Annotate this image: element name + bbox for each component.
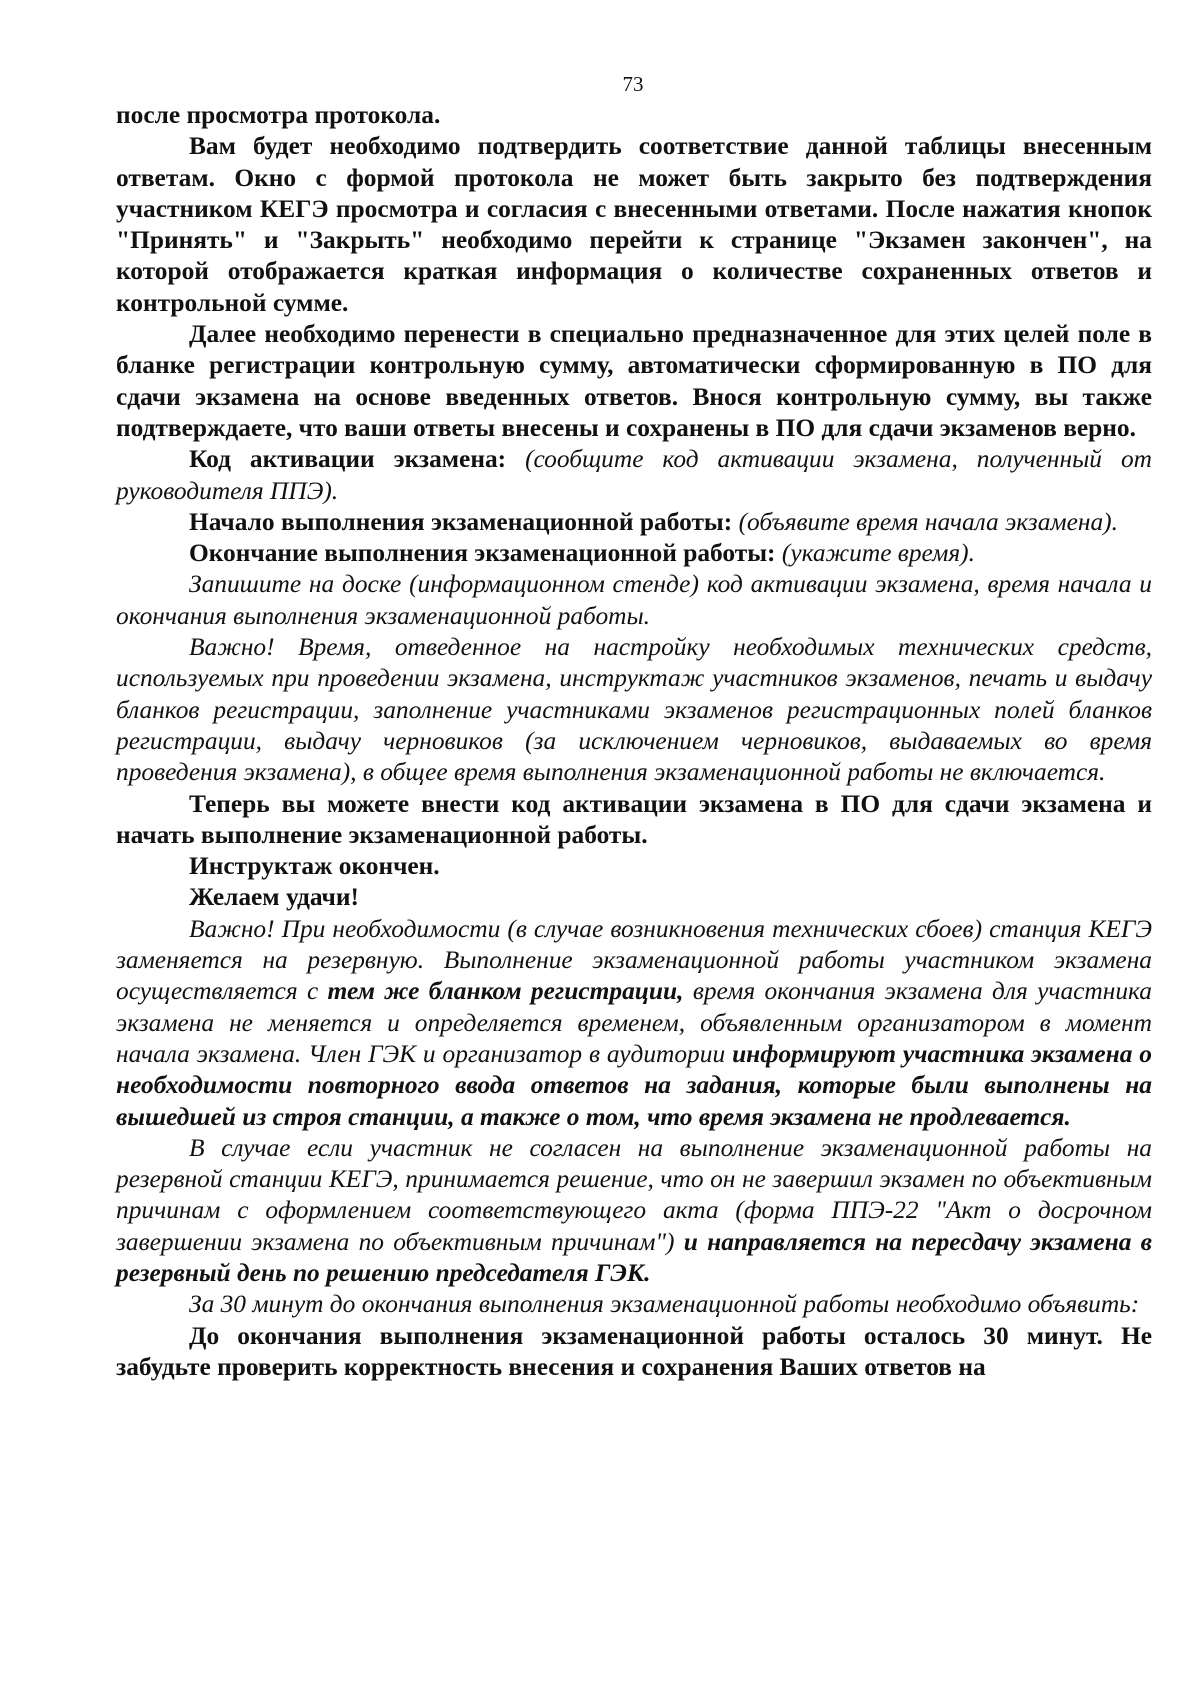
paragraph-exam-start — [116, 507, 1152, 538]
exam-end-note: (укажите время). — [781, 539, 975, 568]
reserve-text-3: время окончания экзамена для участника экзамена не меняется и определяется временем, объявленным организатором в момент начала экзамена. Член ГЭК и организатор в аудитории — [116, 977, 1152, 1068]
paragraph-disagree — [116, 1133, 1152, 1289]
page-number: 73 — [622, 72, 644, 96]
paragraph-important-time: Важно! Время, отведенное на настройку необходимых технических средств, используемых при проведении экзамена, инструктаж участников экзаменов, печать и выдачу бланков регистрации, заполнение участниками экзаменов регистрационных полей бланков регистрации, выдачу черновиков (за исключением черновиков, выдаваемых во время проведения экзамена), в общее время выполнения экзаменационной работы не включается. — [116, 633, 1152, 787]
paragraph-write-on-board: Запишите на доске (информационном стенде) код активации экзамена, время начала и окончания выполнения экзаменационной работы. — [116, 570, 1152, 630]
reserve-text-4: информируют участника экзамена о необходимости повторного ввода ответов на задания, которые были выполнены на вышедшей из строя станции, а также о том, что время экзамена не продлевается. — [116, 1039, 1153, 1131]
exam-end-label: Окончание выполнения экзаменационной работы: — [189, 539, 776, 568]
activation-code-note: (сообщите код активации экзамена, полученный от руководителя ППЭ). — [116, 445, 1152, 505]
paragraph-30-min-left: До окончания выполнения экзаменационной работы осталось 30 минут. Не забудьте проверить корректность внесения и сохранения Ваших ответов на — [116, 1321, 1152, 1381]
paragraph-30-min-announce: За 30 минут до окончания выполнения экзаменационной работы необходимо объявить: — [189, 1290, 1140, 1319]
disagree-text-1: В случае если участник не согласен на выполнение экзаменационной работы на резервной станции КЕГЭ, принимается решение, что он не завершил экзамен по объективным причинам с оформлением соответствующего акта (форма ППЭ-22 "Акт о досрочном завершении экзамена по объективным причинам") — [116, 1133, 1152, 1256]
paragraph-protocol-view: после просмотра протокола. — [116, 101, 441, 129]
paragraph-activation-code — [116, 444, 1152, 507]
exam-start-note: (объявите время начала экзамена). — [738, 507, 1118, 536]
reserve-text-1: Важно! При необходимости (в случае возникновения технических сбоев) станция КЕГЭ заменяется на резервную. Выполнение экзаменационной работы участником экзамена осуществляется с — [116, 914, 1152, 1006]
paragraph-confirm-table: Вам будет необходимо подтвердить соответствие данной таблицы внесенным ответам. Окно с формой протокола не может быть закрыто без подтверждения участником КЕГЭ просмотра и согласия с внесенными ответами. После нажатия кнопок "Принять" и "Закрыть" необходимо перейти к странице "Экзамен закончен", на которой отображается краткая информация о количестве сохраненных ответов и контрольной сумме. — [116, 132, 1152, 317]
reserve-text-2: тем же бланком регистрации, — [327, 977, 684, 1006]
paragraph-checksum: Далее необходимо перенести в специально предназначенное для этих целей поле в бланке регистрации контрольную сумму, автоматически сформированную в ПО для сдачи экзамена на основе введенных ответов. Внося контрольную сумму, вы также подтверждаете, что ваши ответы внесены и сохранены в ПО для сдачи экзаменов верно. — [116, 320, 1152, 442]
paragraph-good-luck: Желаем удачи! — [189, 883, 359, 912]
disagree-text-2: и направляется на пересдачу экзамена в резервный день по решению председателя ГЭК. — [116, 1227, 1152, 1287]
paragraph-enter-code: Теперь вы можете внести код активации экзамена в ПО для сдачи экзамена и начать выполнение экзаменационной работы. — [116, 789, 1152, 849]
exam-start-label: Начало выполнения экзаменационной работы: — [189, 507, 733, 536]
activation-code-label: Код активации экзамена: — [189, 445, 507, 474]
document-body — [116, 100, 1152, 1383]
paragraph-exam-end — [116, 538, 1152, 569]
paragraph-important-reserve — [116, 914, 1152, 1133]
paragraph-briefing-over: Инструктаж окончен. — [189, 852, 440, 881]
